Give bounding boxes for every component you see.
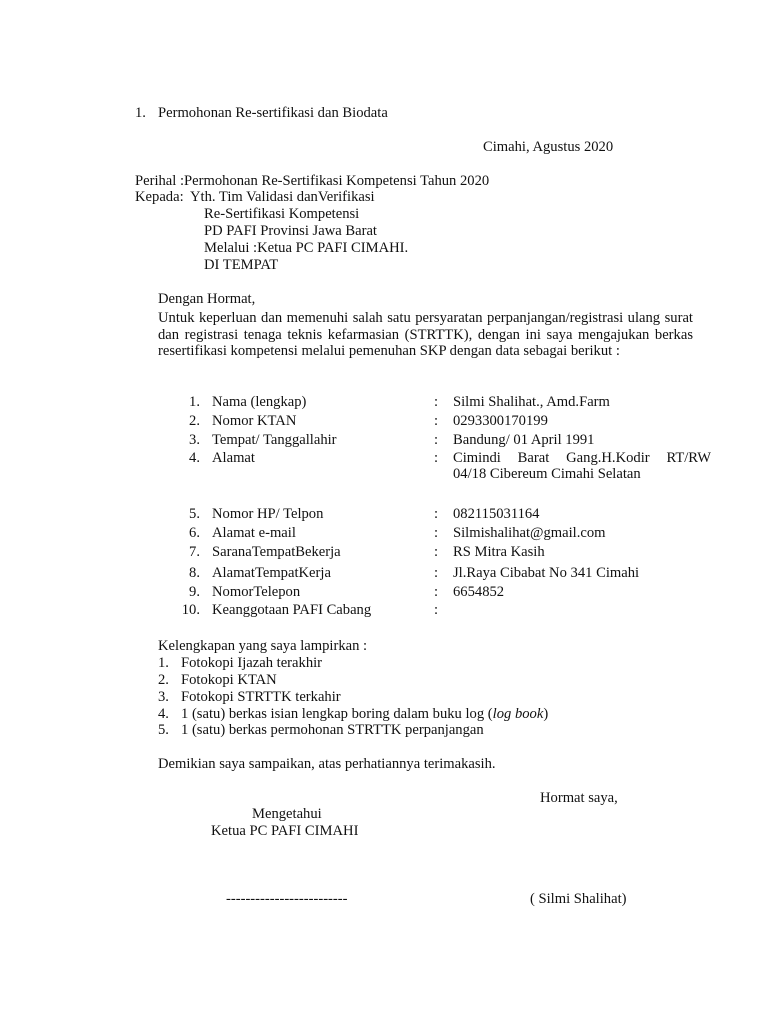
row-number: 8. xyxy=(189,565,200,581)
row-value: Silmi Shalihat., Amd.Farm xyxy=(453,394,610,410)
row-number: 4. xyxy=(189,450,200,466)
row-value: Jl.Raya Cibabat No 341 Cimahi xyxy=(453,565,640,581)
kepada-line: DI TEMPAT xyxy=(204,257,279,273)
row-value: Bandung/ 01 April 1991 xyxy=(453,432,595,448)
row-label: SaranaTempatBekerja xyxy=(212,544,341,560)
closing-sentence: Demikian saya sampaikan, atas perhatiannya terimakasih. xyxy=(158,756,496,772)
row-value: 0293300170199 xyxy=(453,413,548,429)
attachment-text: 1 (satu) berkas isian lengkap boring dalam buku log ( xyxy=(181,706,493,722)
row-value-email: Silmishalihat@gmail.com xyxy=(453,525,606,541)
row-separator: : xyxy=(434,413,439,429)
kepada-line: Melalui :Ketua PC PAFI CIMAHI. xyxy=(204,240,409,256)
attachment-number: 4. xyxy=(158,706,169,722)
attachment-text-after: ) xyxy=(543,706,549,722)
signature-left-line1: Mengetahui xyxy=(252,806,322,822)
row-value-line2: 04/18 Cibereum Cimahi Selatan xyxy=(453,466,641,482)
attachment-number: 1. xyxy=(158,655,169,671)
row-number: 6. xyxy=(189,525,200,541)
row-value: 6654852 xyxy=(453,584,505,600)
attachment-number: 5. xyxy=(158,722,169,738)
attachment-text-italic: log book xyxy=(492,706,544,722)
row-number: 7. xyxy=(189,544,200,560)
row-separator: : xyxy=(434,602,439,618)
row-number: 1. xyxy=(189,394,200,410)
place-date: Cimahi, Agustus 2020 xyxy=(483,139,614,155)
heading-number: 1. xyxy=(135,105,146,121)
attachment-number: 2. xyxy=(158,672,169,688)
row-number: 10. xyxy=(181,602,200,618)
row-separator: : xyxy=(434,450,439,466)
attachment-text-group xyxy=(181,706,548,723)
attachment-text: Fotokopi KTAN xyxy=(181,672,277,688)
row-value: RS Mitra Kasih xyxy=(453,544,545,560)
kepada-first-line: Yth. Tim Validasi danVerifikasi xyxy=(190,189,375,205)
signature-right-name: ( Silmi Shalihat) xyxy=(530,891,627,907)
signature-right-title: Hormat saya, xyxy=(540,790,618,806)
signature-left-line2: Ketua PC PAFI CIMAHI xyxy=(211,823,359,839)
row-separator: : xyxy=(434,565,439,581)
row-label: Nomor KTAN xyxy=(212,413,297,429)
row-label: NomorTelepon xyxy=(212,584,301,600)
row-value: 082115031164 xyxy=(453,506,540,522)
attachment-text: Fotokopi Ijazah terakhir xyxy=(181,655,323,671)
heading-title: Permohonan Re-sertifikasi dan Biodata xyxy=(158,105,388,121)
intro-paragraph: Untuk keperluan dan memenuhi salah satu persyaratan perpanjangan/registrasi ulang surat dan registrasi tenaga teknis kefarmasian (STRTTK), dengan ini saya mengajukan berkas resertifikasi kompetensi melalui pemenuhan SKP dengan data sebagai berikut : xyxy=(158,310,693,360)
row-label: Tempat/ Tanggallahir xyxy=(212,432,337,448)
row-value-line1: Cimindi Barat Gang.H.Kodir RT/RW xyxy=(453,450,711,466)
row-label: Nama (lengkap) xyxy=(212,394,307,410)
kepada-line: Re-Sertifikasi Kompetensi xyxy=(204,206,360,222)
row-label: Nomor HP/ Telpon xyxy=(212,506,324,522)
row-separator: : xyxy=(434,506,439,522)
row-label: Keanggotaan PAFI Cabang xyxy=(212,602,372,618)
row-number: 9. xyxy=(189,584,200,600)
row-label: Alamat e-mail xyxy=(212,525,296,541)
attachment-number: 3. xyxy=(158,689,169,705)
row-label: Alamat xyxy=(212,450,255,466)
kepada-line: PD PAFI Provinsi Jawa Barat xyxy=(204,223,377,239)
greeting: Dengan Hormat, xyxy=(158,291,256,307)
row-number: 3. xyxy=(189,432,200,448)
row-separator: : xyxy=(434,432,439,448)
attachments-intro: Kelengkapan yang saya lampirkan : xyxy=(158,638,368,654)
row-separator: : xyxy=(434,394,439,410)
perihal-line: Perihal :Permohonan Re-Sertifikasi Kompetensi Tahun 2020 xyxy=(135,173,490,189)
signature-left-dashes: ------------------------- xyxy=(226,891,348,907)
row-separator: : xyxy=(434,525,439,541)
kepada-label: Kepada: xyxy=(135,189,184,205)
attachment-text: 1 (satu) berkas permohonan STRTTK perpanjangan xyxy=(181,722,484,738)
row-separator: : xyxy=(434,584,439,600)
row-number: 2. xyxy=(189,413,200,429)
row-label: AlamatTempatKerja xyxy=(212,565,331,581)
attachment-text: Fotokopi STRTTK terkahir xyxy=(181,689,341,705)
row-number: 5. xyxy=(189,506,200,522)
row-separator: : xyxy=(434,544,439,560)
